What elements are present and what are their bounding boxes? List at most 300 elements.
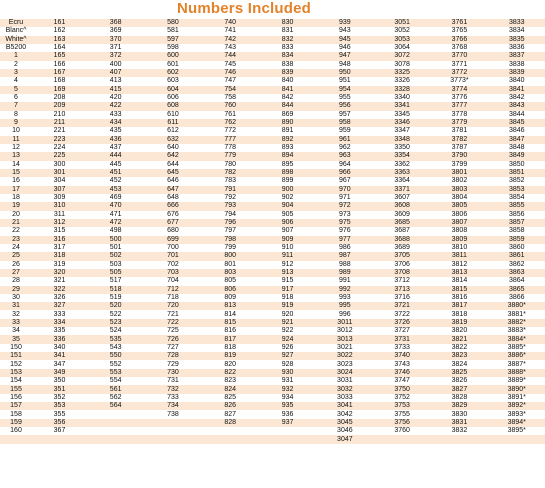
number-cell: 783 — [202, 177, 259, 185]
number-cell: 731 — [144, 377, 201, 385]
number-cell: 355 — [32, 410, 87, 418]
number-cell: 3712 — [373, 277, 430, 285]
number-cell: 224 — [32, 144, 87, 152]
number-cell: 153 — [0, 369, 32, 377]
number-cell: 598 — [144, 44, 201, 52]
number-cell: 797 — [202, 227, 259, 235]
number-cell: 300 — [32, 161, 87, 169]
number-cell: 553 — [87, 369, 144, 377]
number-cell: 988 — [316, 261, 373, 269]
number-cell: 3890* — [488, 385, 545, 393]
number-cell: 743 — [202, 44, 259, 52]
number-cell: 152 — [0, 360, 32, 368]
number-cell: 315 — [32, 227, 87, 235]
number-cell: 3774 — [431, 86, 488, 94]
number-cell: 3708 — [373, 269, 430, 277]
number-cell: 946 — [316, 44, 373, 52]
number-cell — [431, 435, 488, 443]
number-cell: 725 — [144, 327, 201, 335]
number-cell: 718 — [144, 294, 201, 302]
number-cell: 3894* — [488, 419, 545, 427]
number-cell: 3854 — [488, 194, 545, 202]
number-cell: 168 — [32, 77, 87, 85]
number-cell: 987 — [316, 252, 373, 260]
number-cell: 3837 — [488, 52, 545, 60]
number-cell: 3362 — [373, 161, 430, 169]
number-cell: 3865 — [488, 286, 545, 294]
number-cell: 840 — [259, 77, 316, 85]
number-cell: 552 — [87, 360, 144, 368]
number-cell: 3863 — [488, 269, 545, 277]
number-cell: 3836 — [488, 44, 545, 52]
number-cell: 761 — [202, 111, 259, 119]
table-row — [0, 327, 545, 335]
number-cell: 832 — [259, 36, 316, 44]
number-cell: 921 — [259, 319, 316, 327]
number-cell: 3727 — [373, 327, 430, 335]
number-cell: 964 — [316, 161, 373, 169]
number-cell: 966 — [316, 169, 373, 177]
number-cell: 902 — [259, 194, 316, 202]
number-cell: 777 — [202, 136, 259, 144]
table-row — [0, 310, 545, 318]
number-cell: 604 — [144, 86, 201, 94]
number-cell: 3845 — [488, 119, 545, 127]
number-cell: 721 — [144, 310, 201, 318]
number-cell: 3072 — [373, 52, 430, 60]
number-cell: 321 — [32, 277, 87, 285]
number-cell: 3817 — [431, 302, 488, 310]
numbers-table — [0, 19, 545, 444]
number-cell: 312 — [32, 219, 87, 227]
number-cell: 975 — [316, 219, 373, 227]
number-cell: 3884* — [488, 335, 545, 343]
number-cell: 3825 — [431, 369, 488, 377]
number-cell: 523 — [87, 319, 144, 327]
number-cell: White^ — [0, 36, 32, 44]
number-cell: 939 — [316, 19, 373, 27]
table-row — [0, 294, 545, 302]
table-row — [0, 435, 545, 443]
number-cell: 917 — [259, 286, 316, 294]
number-cell: 554 — [87, 377, 144, 385]
number-cell: 22 — [0, 227, 32, 235]
number-cell: 3850 — [488, 161, 545, 169]
number-cell: 156 — [0, 394, 32, 402]
number-cell: 931 — [259, 377, 316, 385]
number-cell: 3341 — [373, 102, 430, 110]
number-cell: 351 — [32, 385, 87, 393]
number-cell: 754 — [202, 86, 259, 94]
number-cell: 370 — [87, 36, 144, 44]
number-cell: 3051 — [373, 19, 430, 27]
number-cell: 967 — [316, 177, 373, 185]
number-cell: 3721 — [373, 302, 430, 310]
number-cell: 3325 — [373, 69, 430, 77]
number-cell: 519 — [87, 294, 144, 302]
number-cell: 3843 — [488, 102, 545, 110]
number-cell: 800 — [202, 252, 259, 260]
number-cell: 3348 — [373, 136, 430, 144]
table-row — [0, 169, 545, 177]
number-cell: 318 — [32, 252, 87, 260]
number-cell: 304 — [32, 177, 87, 185]
number-cell: 445 — [87, 161, 144, 169]
number-cell: 155 — [0, 385, 32, 393]
number-cell: 825 — [202, 394, 259, 402]
number-cell: 747 — [202, 77, 259, 85]
number-cell — [259, 435, 316, 443]
number-cell: 758 — [202, 94, 259, 102]
number-cell: 738 — [144, 410, 201, 418]
table-row — [0, 244, 545, 252]
number-cell: 164 — [32, 44, 87, 52]
number-cell: 839 — [259, 69, 316, 77]
number-cell: 814 — [202, 310, 259, 318]
number-cell — [144, 427, 201, 435]
number-cell: 18 — [0, 194, 32, 202]
number-cell: 3740 — [373, 352, 430, 360]
number-cell: 932 — [259, 385, 316, 393]
number-cell: 905 — [259, 211, 316, 219]
number-cell: 819 — [202, 352, 259, 360]
number-cell: 3858 — [488, 227, 545, 235]
number-cell: 580 — [144, 19, 201, 27]
number-cell: 937 — [259, 419, 316, 427]
number-cell: 899 — [259, 177, 316, 185]
number-cell: 894 — [259, 152, 316, 160]
number-cell: 3809 — [431, 236, 488, 244]
table-row — [0, 19, 545, 27]
number-cell: 996 — [316, 310, 373, 318]
table-row — [0, 202, 545, 210]
number-cell: 995 — [316, 302, 373, 310]
number-cell: 3747 — [373, 377, 430, 385]
number-cell: 3042 — [316, 410, 373, 418]
number-cell: 503 — [87, 261, 144, 269]
number-cell: 3779 — [431, 119, 488, 127]
number-cell: 163 — [32, 36, 87, 44]
number-cell: 165 — [32, 52, 87, 60]
table-row — [0, 402, 545, 410]
number-cell: 415 — [87, 86, 144, 94]
number-cell: 3787 — [431, 144, 488, 152]
table-row — [0, 427, 545, 435]
table-row — [0, 36, 545, 44]
number-cell: 976 — [316, 227, 373, 235]
number-cell: 223 — [32, 136, 87, 144]
number-cell: 3838 — [488, 61, 545, 69]
number-cell: 24 — [0, 244, 32, 252]
number-cell: 603 — [144, 77, 201, 85]
number-cell: 3354 — [373, 152, 430, 160]
number-cell: 3891* — [488, 394, 545, 402]
number-cell: 900 — [259, 186, 316, 194]
number-cell — [87, 419, 144, 427]
table-row — [0, 52, 545, 60]
number-cell: 3816 — [431, 294, 488, 302]
number-cell: 353 — [32, 402, 87, 410]
number-cell: 3846 — [488, 127, 545, 135]
number-cell: 898 — [259, 169, 316, 177]
table-row — [0, 419, 545, 427]
number-cell: 550 — [87, 352, 144, 360]
number-cell: 3813 — [431, 269, 488, 277]
number-cell: 703 — [144, 269, 201, 277]
number-cell: 500 — [87, 236, 144, 244]
number-cell: 3726 — [373, 319, 430, 327]
number-cell: 813 — [202, 302, 259, 310]
number-cell: 803 — [202, 269, 259, 277]
number-cell: 208 — [32, 94, 87, 102]
number-cell: 28 — [0, 277, 32, 285]
number-cell: 420 — [87, 94, 144, 102]
number-cell: 648 — [144, 194, 201, 202]
number-cell: 12 — [0, 144, 32, 152]
table-row — [0, 286, 545, 294]
number-cell: 3882* — [488, 319, 545, 327]
table-row — [0, 69, 545, 77]
table-row — [0, 360, 545, 368]
number-cell: 3705 — [373, 252, 430, 260]
table-row — [0, 136, 545, 144]
number-cell: 167 — [32, 69, 87, 77]
number-cell: 644 — [144, 161, 201, 169]
number-cell: 895 — [259, 161, 316, 169]
number-cell: 453 — [87, 186, 144, 194]
number-cell: 469 — [87, 194, 144, 202]
number-cell: 928 — [259, 360, 316, 368]
number-cell: 444 — [87, 152, 144, 160]
number-cell: 316 — [32, 236, 87, 244]
number-cell: 830 — [259, 19, 316, 27]
number-cell: 437 — [87, 144, 144, 152]
number-cell: 600 — [144, 52, 201, 60]
number-cell: 3777 — [431, 102, 488, 110]
number-cell: 3743 — [373, 360, 430, 368]
number-cell: 3776 — [431, 94, 488, 102]
number-cell: 3687 — [373, 227, 430, 235]
number-cell: 335 — [32, 327, 87, 335]
number-cell: 740 — [202, 19, 259, 27]
number-cell: 957 — [316, 111, 373, 119]
number-cell: 958 — [316, 119, 373, 127]
number-cell: 744 — [202, 52, 259, 60]
number-cell: 209 — [32, 102, 87, 110]
number-cell: 320 — [32, 269, 87, 277]
number-cell: 645 — [144, 169, 201, 177]
number-cell: 3848 — [488, 144, 545, 152]
number-cell: 936 — [259, 410, 316, 418]
number-cell: 160 — [0, 427, 32, 435]
number-cell: 930 — [259, 369, 316, 377]
number-cell: 772 — [202, 127, 259, 135]
number-cell: 806 — [202, 286, 259, 294]
number-cell: 3828 — [431, 394, 488, 402]
number-cell: 564 — [87, 402, 144, 410]
number-cell: 3041 — [316, 402, 373, 410]
number-cell: 16 — [0, 177, 32, 185]
number-cell: 833 — [259, 44, 316, 52]
number-cell: 935 — [259, 402, 316, 410]
number-cell: 471 — [87, 211, 144, 219]
number-cell: 799 — [202, 244, 259, 252]
number-cell: 3840 — [488, 77, 545, 85]
number-cell: 970 — [316, 186, 373, 194]
number-cell: 161 — [32, 19, 87, 27]
number-cell: 3844 — [488, 111, 545, 119]
number-cell: 892 — [259, 136, 316, 144]
number-cell: 3782 — [431, 136, 488, 144]
number-cell: 992 — [316, 286, 373, 294]
number-cell: 3856 — [488, 211, 545, 219]
number-cell: 334 — [32, 319, 87, 327]
number-cell: 801 — [202, 261, 259, 269]
table-row — [0, 385, 545, 393]
number-cell: 166 — [32, 61, 87, 69]
number-cell: 3 — [0, 69, 32, 77]
number-cell: 3811 — [431, 252, 488, 260]
number-cell: 3834 — [488, 27, 545, 35]
number-cell: 3808 — [431, 227, 488, 235]
number-cell: 221 — [32, 127, 87, 135]
number-cell: 3731 — [373, 335, 430, 343]
number-cell: 920 — [259, 310, 316, 318]
number-cell: 3768 — [431, 44, 488, 52]
number-cell: 3755 — [373, 410, 430, 418]
number-cell: 3822 — [431, 344, 488, 352]
number-cell: 606 — [144, 94, 201, 102]
number-cell: 3819 — [431, 319, 488, 327]
number-cell: 3326 — [373, 77, 430, 85]
number-cell: 3815 — [431, 286, 488, 294]
number-cell: 642 — [144, 152, 201, 160]
number-cell: 413 — [87, 77, 144, 85]
number-cell: 3713 — [373, 286, 430, 294]
number-cell: 3364 — [373, 177, 430, 185]
number-cell: 610 — [144, 111, 201, 119]
number-cell: 805 — [202, 277, 259, 285]
number-cell: 15 — [0, 169, 32, 177]
number-cell: 733 — [144, 394, 201, 402]
table-row — [0, 27, 545, 35]
number-cell: 809 — [202, 294, 259, 302]
number-cell: 19 — [0, 202, 32, 210]
number-cell — [202, 427, 259, 435]
number-cell: 369 — [87, 27, 144, 35]
table-row — [0, 194, 545, 202]
number-cell: 3841 — [488, 86, 545, 94]
number-cell: 3045 — [316, 419, 373, 427]
number-cell: 3852 — [488, 177, 545, 185]
table-row — [0, 369, 545, 377]
table-row — [0, 152, 545, 160]
number-cell: 3821 — [431, 335, 488, 343]
number-cell: 909 — [259, 236, 316, 244]
number-cell: 211 — [32, 119, 87, 127]
number-cell: 4 — [0, 77, 32, 85]
number-cell: 34 — [0, 327, 32, 335]
table-row — [0, 219, 545, 227]
number-cell: 3833 — [488, 19, 545, 27]
table-row — [0, 44, 545, 52]
number-cell: 3799 — [431, 161, 488, 169]
number-cell: 436 — [87, 136, 144, 144]
number-cell: 3346 — [373, 119, 430, 127]
number-cell: 422 — [87, 102, 144, 110]
number-cell: 963 — [316, 152, 373, 160]
number-cell: 726 — [144, 335, 201, 343]
number-cell: 701 — [144, 252, 201, 260]
number-cell: 23 — [0, 236, 32, 244]
number-cell: 818 — [202, 344, 259, 352]
number-cell: 210 — [32, 111, 87, 119]
number-cell: 472 — [87, 219, 144, 227]
number-cell: 301 — [32, 169, 87, 177]
number-cell: 3761 — [431, 19, 488, 27]
number-cell: 3013 — [316, 335, 373, 343]
number-cell: 322 — [32, 286, 87, 294]
number-cell: 3851 — [488, 169, 545, 177]
table-row — [0, 252, 545, 260]
number-cell — [259, 427, 316, 435]
number-cell: 890 — [259, 119, 316, 127]
number-cell: 3064 — [373, 44, 430, 52]
number-cell: 720 — [144, 302, 201, 310]
number-cell — [87, 410, 144, 418]
number-cell: 159 — [0, 419, 32, 427]
number-cell: 841 — [259, 86, 316, 94]
number-cell: 612 — [144, 127, 201, 135]
number-cell: 3350 — [373, 144, 430, 152]
number-cell: 3706 — [373, 261, 430, 269]
page-title: Numbers Included — [176, 0, 312, 17]
number-cell: 972 — [316, 202, 373, 210]
number-cell: 3801 — [431, 169, 488, 177]
number-cell: 3750 — [373, 385, 430, 393]
number-cell: 823 — [202, 377, 259, 385]
number-cell: 3078 — [373, 61, 430, 69]
number-cell: 317 — [32, 244, 87, 252]
number-cell: 3760 — [373, 427, 430, 435]
number-cell: 945 — [316, 36, 373, 44]
number-cell: 827 — [202, 410, 259, 418]
number-cell: 734 — [144, 402, 201, 410]
table-row — [0, 302, 545, 310]
number-cell: 3011 — [316, 319, 373, 327]
number-cell: 934 — [259, 394, 316, 402]
number-cell: 893 — [259, 144, 316, 152]
number-cell: 904 — [259, 202, 316, 210]
number-cell: 400 — [87, 61, 144, 69]
number-cell: 611 — [144, 119, 201, 127]
table-row — [0, 227, 545, 235]
number-cell: 700 — [144, 244, 201, 252]
number-cell: 704 — [144, 277, 201, 285]
number-cell: 434 — [87, 119, 144, 127]
number-cell: 3608 — [373, 202, 430, 210]
number-cell: 350 — [32, 377, 87, 385]
number-cell: 543 — [87, 344, 144, 352]
number-cell — [373, 435, 430, 443]
number-cell: 3772 — [431, 69, 488, 77]
number-cell: 3839 — [488, 69, 545, 77]
number-cell: 1 — [0, 52, 32, 60]
number-cell: 6 — [0, 94, 32, 102]
number-cell: 760 — [202, 102, 259, 110]
number-cell: 3853 — [488, 186, 545, 194]
number-cell: 522 — [87, 310, 144, 318]
